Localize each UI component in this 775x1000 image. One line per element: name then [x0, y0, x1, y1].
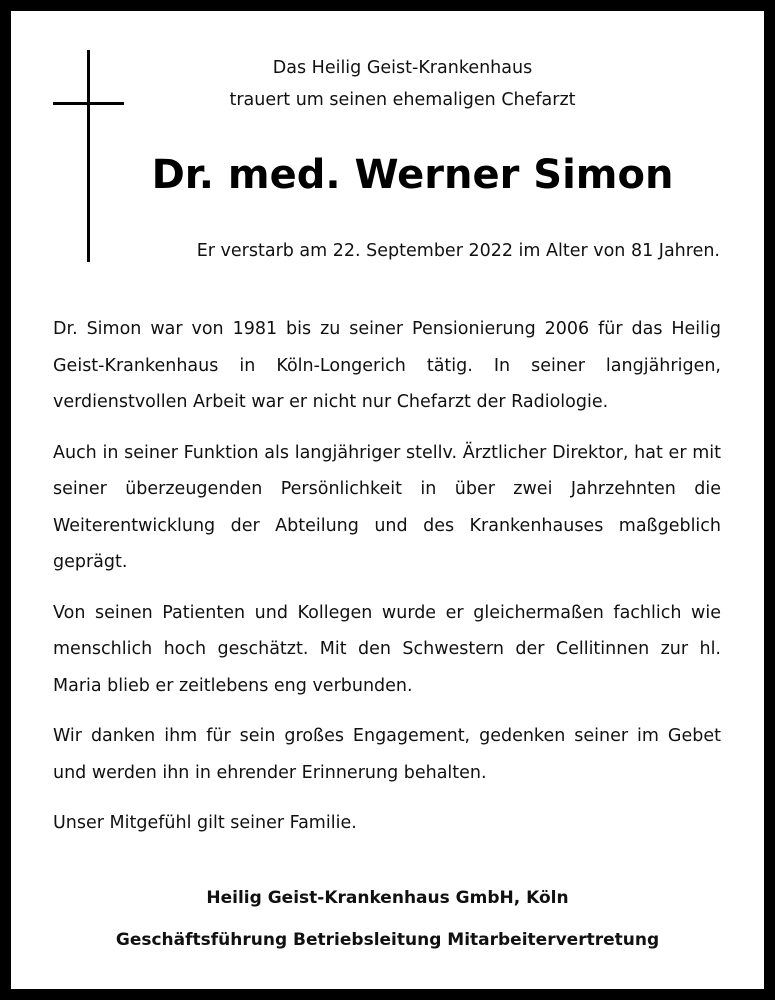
signature-signatories: Geschäftsführung Betriebsleitung Mitarbeitervertretung [115, 930, 660, 950]
intro-line-2: trauert um seinen ehemaligen Chefarzt [229, 90, 576, 110]
cross-icon-crossbar [53, 102, 124, 105]
deceased-name: Dr. med. Werner Simon [151, 152, 674, 198]
body-paragraph: Dr. Simon war von 1981 bis zu seiner Pensionierung 2006 für das Heilig Geist-Krankenhaus in Köln-Longerich tätig. In seiner langjährigen, verdienstvollen Arbeit war er nicht nur Chefarzt der Radiologie. [53, 319, 721, 412]
death-notice: Er verstarb am 22. September 2022 im Alter von 81 Jahren. [196, 241, 720, 261]
obituary-body [53, 311, 721, 856]
body-paragraph: Von seinen Patienten und Kollegen wurde er gleichermaßen fachlich wie menschlich hoch geschätzt. Mit den Schwestern der Cellitinnen zur hl. Maria blieb er zeitlebens eng verbunden. [53, 602, 721, 696]
body-paragraph: Auch in seiner Funktion als langjähriger stellv. Ärztlicher Direktor, hat er mit seiner überzeugenden Persönlichkeit in über zwei Jahrzehnten die Weiterentwicklung der Abteilung und des Krankenhauses maßgeblich geprägt. [53, 442, 721, 572]
cross-icon [87, 50, 90, 262]
body-paragraph: Wir danken ihm für sein großes Engagement, gedenken seiner im Gebet und werden ihn in ehrender Erinnerung behalten. [53, 726, 721, 783]
intro-line-1: Das Heilig Geist-Krankenhaus [272, 58, 533, 78]
body-paragraph: Unser Mitgefühl gilt seiner Familie. [53, 813, 357, 833]
signature-organization: Heilig Geist-Krankenhaus GmbH, Köln [206, 888, 569, 908]
